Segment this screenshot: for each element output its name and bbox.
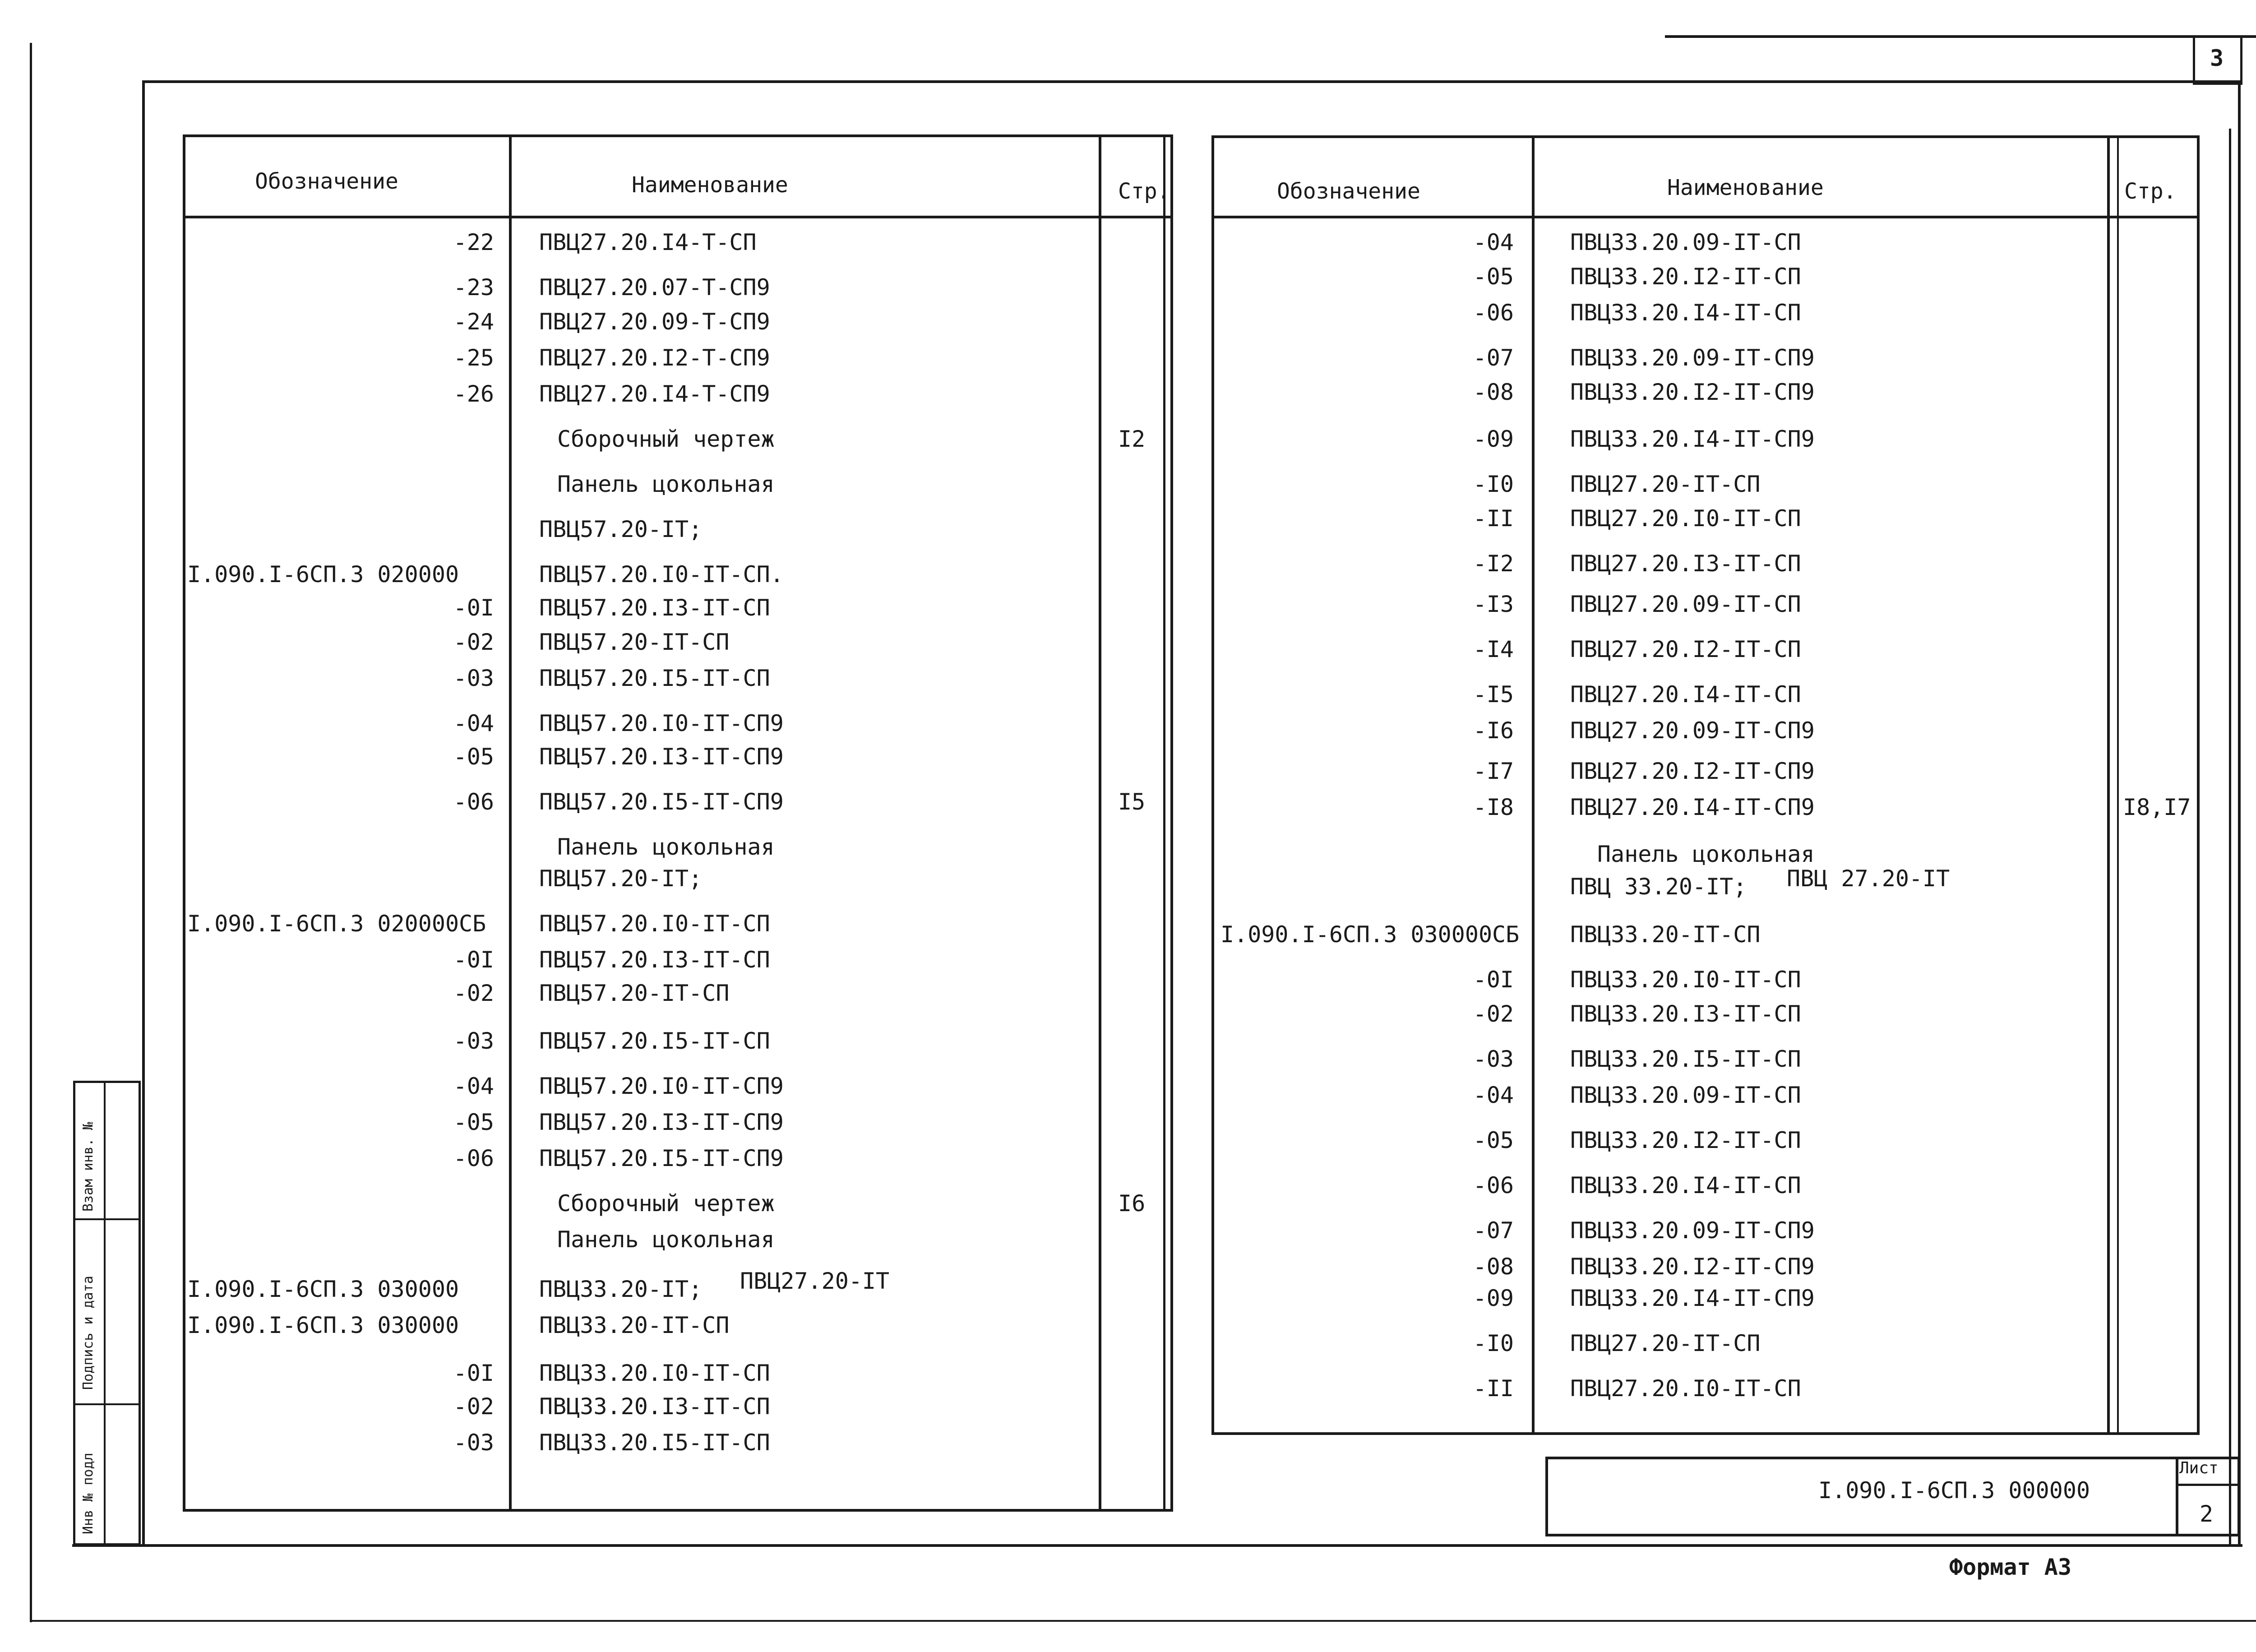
row-designation: I.090.I-6СП.3 030000: [187, 1312, 459, 1338]
side-stamp-label: Инв № подл: [80, 1453, 96, 1534]
row-name: ПВЦ27.20.I0-IТ-СП: [1570, 1375, 1801, 1402]
row-name: ПВЦ33.20.I0-IТ-СП: [1570, 967, 1801, 993]
row-name: ПВЦ27.20.I2-IТ-СП: [1570, 636, 1801, 662]
row-designation: -06: [453, 1145, 494, 1171]
left-header-designation: Обозначение: [255, 169, 398, 194]
row-name: ПВЦ27.20.I4-IТ-СП: [1570, 681, 1801, 708]
row-name: ПВЦ57.20.I0-IТ-СП9: [539, 1073, 784, 1099]
row-designation: -07: [1473, 1217, 1514, 1244]
row-designation: -04: [453, 1073, 494, 1099]
row-name: Панель цокольная: [557, 834, 775, 860]
row-designation: -I7: [1473, 758, 1514, 784]
corner-number: 3: [2210, 45, 2224, 71]
row-name: ПВЦ27.20.I4-Т-СП: [539, 229, 757, 255]
page-bottom-line: [30, 1620, 2256, 1622]
row-page: I6: [1118, 1190, 1146, 1217]
row-name: ПВЦ 33.20-IТ;: [1570, 874, 1747, 900]
row-name: ПВЦ27.20.I0-IТ-СП: [1570, 505, 1801, 532]
right-header-name: Наименование: [1667, 175, 1824, 200]
row-name: ПВЦ57.20.I3-IТ-СП9: [539, 1109, 784, 1135]
row-designation: -04: [453, 710, 494, 736]
side-stamp-row1: [73, 1218, 141, 1220]
row-name: ПВЦ33.20.I4-IТ-СП: [1570, 300, 1801, 326]
row-name: ПВЦ27.20.09-Т-СП9: [539, 309, 770, 335]
row-name: ПВЦ33.20.I0-IТ-СП: [539, 1360, 770, 1386]
row-name: ПВЦ33.20.I5-IТ-СП: [539, 1430, 770, 1456]
left-header-name: Наименование: [632, 172, 788, 198]
row-name: ПВЦ27.20-IТ-СП: [1570, 471, 1761, 497]
row-name: ПВЦ57.20.I3-IТ-СП9: [539, 744, 784, 770]
row-name: Сборочный чертеж: [557, 426, 775, 452]
row-name: ПВЦ57.20.I0-IТ-СП: [539, 911, 770, 937]
inner-frame-right: [2229, 129, 2231, 1546]
left-header-page: Стр.: [1118, 179, 1170, 204]
document-code: I.090.I-6СП.3 000000: [1818, 1477, 2090, 1504]
row-designation: -0I: [453, 947, 494, 973]
row-designation: -03: [453, 665, 494, 691]
row-name: ПВЦ57.20.I5-IТ-СП: [539, 1028, 770, 1054]
left-table-col-rule: [509, 134, 512, 1512]
row-name: Панель цокольная: [557, 471, 775, 497]
row-designation: -04: [1473, 229, 1514, 255]
row-designation: -06: [1473, 300, 1514, 326]
left-table-col-rule: [1163, 134, 1165, 1512]
sheet-number: 2: [2200, 1501, 2214, 1527]
row-name: ПВЦ33.20-IТ-СП: [539, 1312, 730, 1338]
row-designation: -05: [1473, 1127, 1514, 1153]
row-name: ПВЦ57.20-IТ-СП: [539, 629, 730, 655]
row-designation: -I0: [1473, 471, 1514, 497]
row-name: ПВЦ27.20.I4-IТ-СП9: [1570, 794, 1815, 820]
row-designation: -II: [1473, 1375, 1514, 1402]
row-name: ПВЦ57.20.I5-IТ-СП9: [539, 1145, 784, 1171]
row-designation: I.090.I-6СП.3 020000: [187, 561, 459, 588]
row-designation: -I5: [1473, 681, 1514, 708]
row-name: ПВЦ33.20.I5-IТ-СП: [1570, 1046, 1801, 1072]
row-name: ПВЦ57.20.I0-IТ-СП9: [539, 710, 784, 736]
row-name: ПВЦ57.20.I5-IТ-СП9: [539, 789, 784, 815]
row-designation: -03: [453, 1028, 494, 1054]
row-name-secondary: ПВЦ27.20-IТ: [740, 1268, 890, 1294]
sheet-label: Лист: [2179, 1459, 2219, 1477]
row-name: ПВЦ57.20.I3-IТ-СП: [539, 947, 770, 973]
row-name: ПВЦ33.20.I4-IТ-СП: [1570, 1172, 1801, 1199]
row-name: ПВЦ33.20.I3-IТ-СП: [1570, 1001, 1801, 1027]
row-name: Панель цокольная: [1597, 841, 1815, 867]
left-table: [183, 134, 1173, 1512]
row-name: ПВЦ27.20.09-IТ-СП9: [1570, 717, 1815, 744]
row-designation: -0I: [1473, 967, 1514, 993]
row-name-secondary: ПВЦ 27.20-IТ: [1787, 865, 1950, 892]
row-designation: -05: [1473, 264, 1514, 290]
row-name: ПВЦ33.20.I3-IТ-СП: [539, 1393, 770, 1420]
row-name: ПВЦ57.20-IТ;: [539, 516, 703, 542]
row-designation: -08: [1473, 1254, 1514, 1280]
row-page: I5: [1118, 789, 1146, 815]
row-designation: -23: [453, 274, 494, 301]
title-block-sheet-rule: [2176, 1484, 2239, 1486]
row-name: ПВЦ27.20.I4-Т-СП9: [539, 381, 770, 407]
row-name: ПВЦ27.20-IТ-СП: [1570, 1330, 1761, 1356]
row-designation: -04: [1473, 1082, 1514, 1108]
left-table-header-rule: [183, 216, 1173, 218]
row-name: ПВЦ33.20.I2-IТ-СП: [1570, 264, 1801, 290]
side-stamp-label: Подпись и дата: [80, 1276, 96, 1390]
row-name: ПВЦ33.20.09-IТ-СП: [1570, 1082, 1801, 1108]
row-designation: -I2: [1473, 551, 1514, 577]
row-designation: -05: [453, 1109, 494, 1135]
row-name: ПВЦ33.20.I2-IТ-СП9: [1570, 379, 1815, 405]
row-designation: -02: [453, 980, 494, 1006]
format-label: Формат А3: [1949, 1554, 2071, 1580]
row-name: ПВЦ57.20.I3-IТ-СП: [539, 595, 770, 621]
row-page: I2: [1118, 426, 1146, 452]
row-designation: -08: [1473, 379, 1514, 405]
row-name: ПВЦ27.20.09-IТ-СП: [1570, 591, 1801, 617]
row-page: I8,I7: [2123, 794, 2191, 820]
row-name: ПВЦ33.20-IТ-СП: [1570, 921, 1761, 948]
row-name: ПВЦ33.20.I4-IТ-СП9: [1570, 1285, 1815, 1311]
row-designation: I.090.I-6СП.3 030000СБ: [1220, 921, 1520, 948]
row-name: ПВЦ27.20.I2-Т-СП9: [539, 345, 770, 371]
row-designation: -02: [453, 629, 494, 655]
page-left-mark: [30, 43, 32, 1622]
row-designation: -0I: [453, 1360, 494, 1386]
row-designation: -26: [453, 381, 494, 407]
row-designation: -03: [1473, 1046, 1514, 1072]
row-designation: I.090.I-6СП.3 030000: [187, 1276, 459, 1302]
row-designation: -09: [1473, 426, 1514, 452]
row-name: ПВЦ33.20.I4-IТ-СП9: [1570, 426, 1815, 452]
row-designation: -07: [1473, 345, 1514, 371]
row-name: Панель цокольная: [557, 1226, 775, 1253]
row-designation: -I8: [1473, 794, 1514, 820]
row-name: ПВЦ33.20.I2-IТ-СП: [1570, 1127, 1801, 1153]
frame-right: [2238, 80, 2241, 1547]
row-designation: -I3: [1473, 591, 1514, 617]
row-name: ПВЦ27.20.I2-IТ-СП9: [1570, 758, 1815, 784]
row-designation: -24: [453, 309, 494, 335]
row-name: ПВЦ57.20.I5-IТ-СП: [539, 665, 770, 691]
row-name: ПВЦ33.20.09-IТ-СП9: [1570, 345, 1815, 371]
row-designation: -05: [453, 744, 494, 770]
row-designation: -02: [1473, 1001, 1514, 1027]
row-name: ПВЦ57.20-IТ;: [539, 865, 703, 892]
row-name: ПВЦ27.20.07-Т-СП9: [539, 274, 770, 301]
frame-left: [142, 80, 145, 1547]
row-name: ПВЦ57.20-IТ-СП: [539, 980, 730, 1006]
right-table-header-rule: [1211, 216, 2200, 218]
right-table-col-rule: [2117, 135, 2119, 1435]
row-designation: -22: [453, 229, 494, 255]
top-edge-line: [1665, 35, 2256, 38]
row-designation: -03: [453, 1430, 494, 1456]
row-name: ПВЦ57.20.I0-IТ-СП.: [539, 561, 784, 588]
row-designation: -02: [453, 1393, 494, 1420]
right-table-col-rule: [1532, 135, 1535, 1435]
right-header-designation: Обозначение: [1277, 179, 1420, 204]
right-table-col-rule: [2107, 135, 2110, 1435]
row-name: ПВЦ33.20-IТ;: [539, 1276, 703, 1302]
row-designation: -I4: [1473, 636, 1514, 662]
title-block-divider: [2176, 1457, 2178, 1536]
row-designation: -09: [1473, 1285, 1514, 1311]
side-stamp-divider: [104, 1081, 106, 1546]
row-designation: -06: [453, 789, 494, 815]
row-designation: -II: [1473, 505, 1514, 532]
row-designation: -I6: [1473, 717, 1514, 744]
row-designation: -I0: [1473, 1330, 1514, 1356]
row-name: ПВЦ33.20.09-IТ-СП9: [1570, 1217, 1815, 1244]
frame-top: [144, 80, 2242, 83]
side-stamp-label: Взам инв. №: [80, 1122, 96, 1212]
row-name: ПВЦ33.20.09-IТ-СП: [1570, 229, 1801, 255]
side-stamp-row2: [73, 1403, 141, 1405]
row-name: ПВЦ33.20.I2-IТ-СП9: [1570, 1254, 1815, 1280]
frame-bottom: [72, 1544, 2242, 1547]
row-designation: -25: [453, 345, 494, 371]
row-designation: -06: [1473, 1172, 1514, 1199]
left-table-col-rule: [1099, 134, 1101, 1512]
row-designation: I.090.I-6СП.3 020000СБ: [187, 911, 486, 937]
row-name: Сборочный чертеж: [557, 1190, 775, 1217]
row-name: ПВЦ27.20.I3-IТ-СП: [1570, 551, 1801, 577]
row-designation: -0I: [453, 595, 494, 621]
right-header-page: Стр.: [2124, 179, 2177, 204]
